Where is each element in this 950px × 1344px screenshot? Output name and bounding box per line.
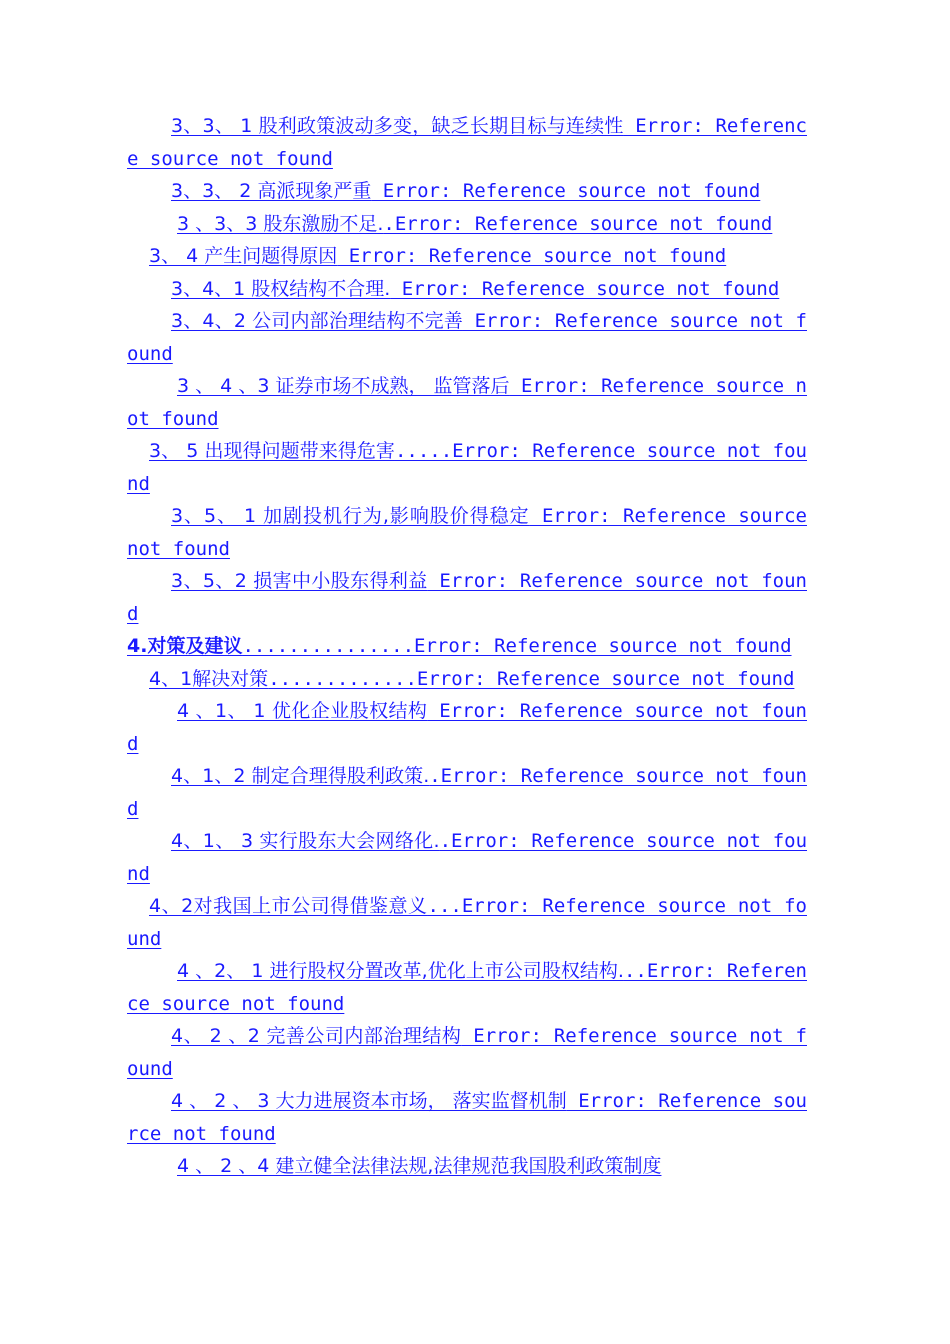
toc-entry-4-1[interactable] xyxy=(127,663,807,696)
toc-entry-ref: Error: Reference source not found xyxy=(127,1090,807,1145)
toc-entry-3-4[interactable] xyxy=(127,240,807,273)
toc-entry-title: 4 、 2 、 3 大力进展资本市场， 落实监督机制 xyxy=(171,1090,567,1112)
toc-entry-title: 3、5、 1 加剧投机行为,影响股价得稳定 xyxy=(171,505,530,527)
toc-entry-ref: .Error: Reference source not found xyxy=(127,765,807,820)
toc-entry-title: 4、1、2 制定合理得股利政策. xyxy=(171,765,430,787)
toc-entry-ref: Error: Reference source not found xyxy=(337,245,727,267)
table-of-contents xyxy=(127,110,807,1183)
toc-entry-3-4-1[interactable] xyxy=(127,273,807,306)
toc-entry-title: 3、 5 出现得问题带来得危害 xyxy=(149,440,395,462)
toc-entry-title: 3、3、 1 股利政策波动多变，缺乏长期目标与连续性 xyxy=(171,115,624,137)
toc-entry-title: 3 、 4 、3 证券市场不成熟， 监管落后 xyxy=(177,375,510,397)
toc-entry-ref: Error: Reference source not found xyxy=(127,375,807,430)
toc-entry-4-2-2[interactable] xyxy=(127,1020,807,1085)
toc-entry-3-4-3[interactable] xyxy=(127,370,807,435)
toc-entry-ref: Error: Reference source not found xyxy=(127,700,807,755)
toc-entry-title: 4、1解决对策 xyxy=(149,667,269,690)
toc-entry-3-5-2[interactable] xyxy=(127,565,807,630)
toc-entry-ref: Error: Reference source not found xyxy=(127,570,807,625)
toc-entry-3-5[interactable] xyxy=(127,435,807,500)
toc-entry-title: 3、3、 2 高派现象严重 xyxy=(171,180,372,202)
toc-entry-4-2-1[interactable] xyxy=(127,955,807,1020)
toc-entry-ref: Error: Reference source not found xyxy=(127,310,807,365)
toc-entry-ref: ..Error: Reference source not found xyxy=(127,960,807,1015)
toc-entry-title: 3、 4 产生问题得原因 xyxy=(149,245,338,267)
toc-entry-title: 4、2对我国上市公司得借鉴意义 xyxy=(149,895,428,917)
toc-entry-ref: ...Error: Reference source not found xyxy=(127,895,807,950)
toc-entry-title: 3 、3、3 股东激励不足. xyxy=(177,212,384,235)
toc-entry-title: 3、4、1 股权结构不合理. xyxy=(171,277,391,300)
toc-entry-4-1-3[interactable] xyxy=(127,825,807,890)
toc-entry-ref: .Error: Reference source not found xyxy=(127,830,808,885)
toc-entry-4-2-3[interactable] xyxy=(127,1085,807,1150)
toc-entry-title: 3、5、2 损害中小股东得利益 xyxy=(171,570,428,592)
toc-entry-4-2[interactable] xyxy=(127,890,807,955)
toc-entry-4-1-1[interactable] xyxy=(127,695,807,760)
toc-entry-ref: .Error: Reference source not found xyxy=(383,212,773,235)
toc-entry-4[interactable] xyxy=(127,630,807,663)
toc-entry-ref: Error: Reference source not found xyxy=(127,115,807,170)
toc-entry-ref: Error: Reference source not found xyxy=(371,180,761,202)
toc-entry-3-3-1[interactable] xyxy=(127,110,807,175)
toc-entry-ref: Error: Reference source not found xyxy=(127,1025,807,1080)
toc-entry-ref: .............Error: Reference source not found xyxy=(268,667,795,690)
toc-entry-title: 4、 2 、2 完善公司内部治理结构 xyxy=(171,1025,462,1047)
toc-entry-3-3-2[interactable] xyxy=(127,175,807,208)
toc-entry-title: 3、4、2 公司内部治理结构不完善 xyxy=(171,310,463,332)
toc-entry-title: 4 、 2 、4 建立健全法律法规,法律规范我国股利政策制度 xyxy=(177,1155,662,1177)
toc-entry-4-1-2[interactable] xyxy=(127,760,807,825)
toc-entry-3-3-3[interactable] xyxy=(127,208,807,241)
toc-entry-ref: .....Error: Reference source not found xyxy=(127,440,807,495)
toc-entry-3-4-2[interactable] xyxy=(127,305,807,370)
toc-entry-4-2-4[interactable] xyxy=(127,1150,807,1183)
toc-entry-ref: Error: Reference source not found xyxy=(390,277,780,300)
toc-entry-title: 4 、1、 1 优化企业股权结构 xyxy=(177,700,428,722)
toc-entry-title: 4 、2、 1 进行股权分置改革,优化上市公司股权结构. xyxy=(177,960,624,982)
toc-entry-title: 4.对策及建议 xyxy=(127,635,243,657)
toc-entry-title: 4、1、 3 实行股东大会网络化. xyxy=(171,830,440,852)
toc-entry-ref: ...............Error: Reference source not found xyxy=(242,635,792,657)
toc-entry-ref: Error: Reference source not found xyxy=(127,505,807,560)
toc-entry-3-5-1[interactable] xyxy=(127,500,807,565)
